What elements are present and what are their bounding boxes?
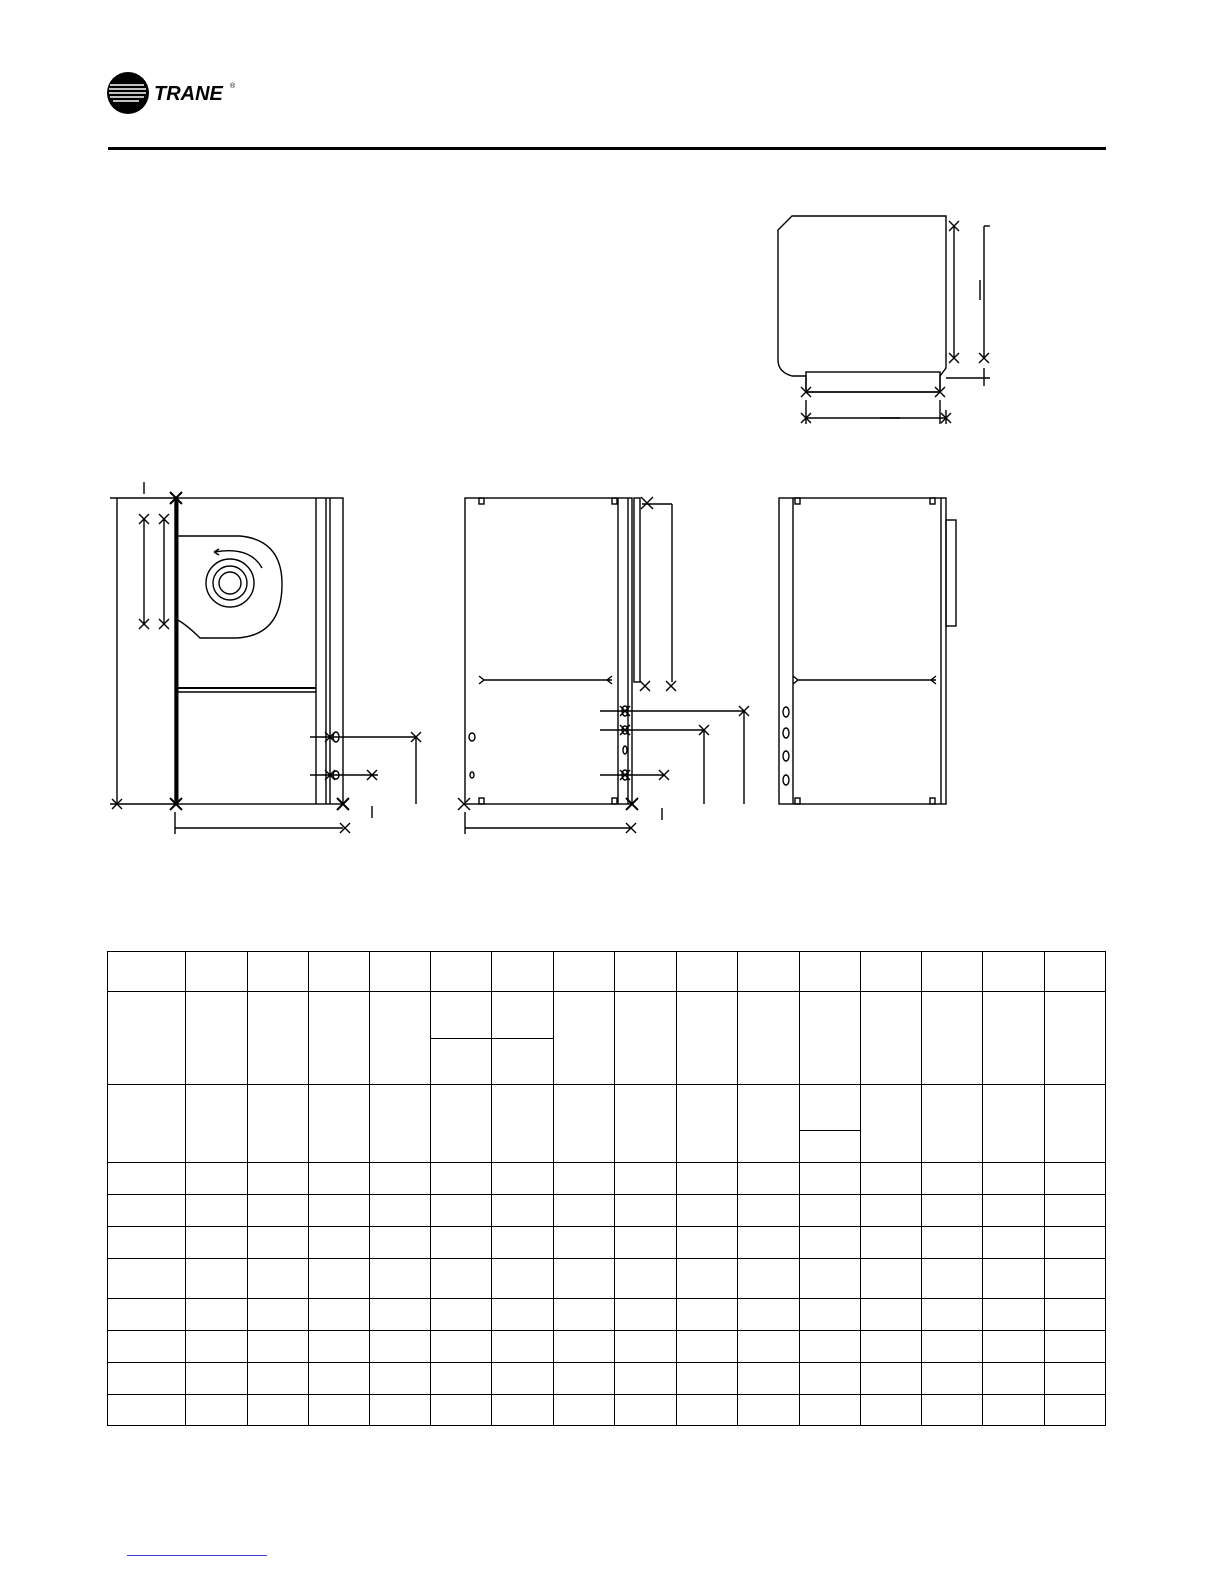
table-row (108, 1363, 1106, 1395)
top-view (778, 216, 990, 424)
table-row (108, 1331, 1106, 1363)
table-row (108, 1299, 1106, 1331)
side-view-piping (458, 497, 749, 834)
table-row (108, 992, 1106, 1039)
table-row (108, 1395, 1106, 1426)
footer-link-underline[interactable] (127, 1555, 267, 1556)
table-header-row (108, 952, 1106, 992)
brand-name: TRANE (154, 83, 223, 105)
table-row (108, 1195, 1106, 1227)
front-view-blower (110, 482, 421, 834)
table-row (108, 1259, 1106, 1299)
rear-view (779, 498, 956, 804)
table-row (108, 1227, 1106, 1259)
brand-registered-mark: ® (230, 83, 236, 90)
table-row (108, 1163, 1106, 1195)
table-row (108, 1085, 1106, 1131)
dimension-table (107, 951, 1106, 1426)
